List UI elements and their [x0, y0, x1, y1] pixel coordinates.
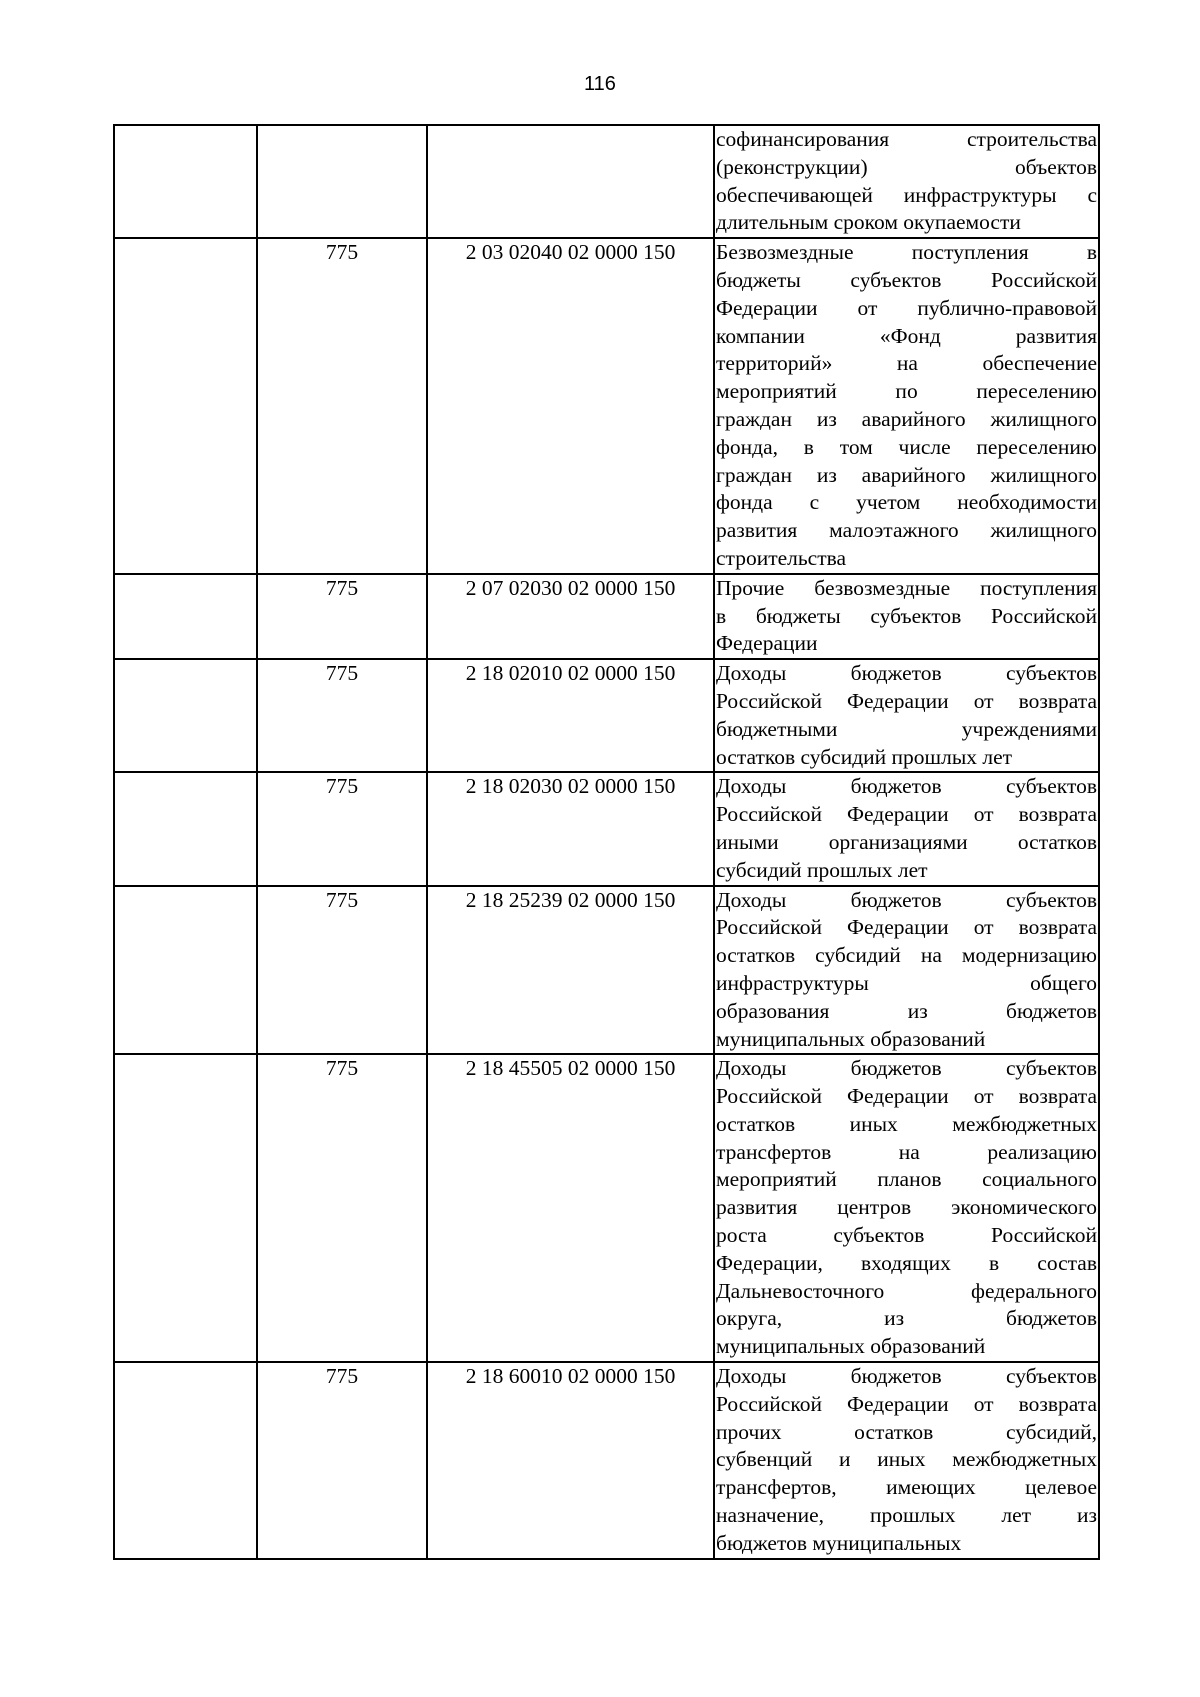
table-row	[114, 886, 1099, 1055]
revenue-name-line: граждан из аварийного жилищного	[716, 462, 1097, 487]
table-row	[114, 1362, 1099, 1559]
row-number-cell	[114, 772, 257, 885]
revenue-name-line: Доходы бюджетов субъектов	[716, 1364, 1097, 1389]
revenue-name-line: трансфертов на реализацию	[716, 1139, 1097, 1164]
row-number-cell	[114, 1362, 257, 1559]
table-row	[114, 125, 1099, 238]
revenue-name-cell	[714, 886, 1099, 1055]
revenue-name-line: бюджеты субъектов Российской	[716, 267, 1097, 292]
revenue-name-line: фонда с учетом необходимости	[716, 490, 1097, 515]
revenue-name-line: субсидий прошлых лет	[716, 857, 928, 882]
revenue-name-line: округа, из бюджетов	[716, 1306, 1097, 1331]
table-body	[114, 125, 1099, 1559]
revenue-name-cell	[714, 772, 1099, 885]
revenue-code-cell: 2 18 60010 02 0000 150	[427, 1362, 714, 1559]
revenue-name-line: Дальневосточного федерального	[716, 1278, 1097, 1303]
revenue-code-cell: 2 18 25239 02 0000 150	[427, 886, 714, 1055]
revenue-name-line: Доходы бюджетов субъектов	[716, 887, 1097, 912]
revenue-name-line: роста субъектов Российской	[716, 1223, 1097, 1248]
revenue-name-line: трансфертов, имеющих целевое	[716, 1475, 1097, 1500]
revenue-name-line: Российской Федерации от возврата	[716, 688, 1097, 713]
revenue-name-line: бюджетными учреждениями	[716, 716, 1097, 741]
table-row	[114, 574, 1099, 659]
revenue-code-cell: 2 03 02040 02 0000 150	[427, 238, 714, 574]
revenue-name-line: Российской Федерации от возврата	[716, 1084, 1097, 1109]
revenue-name-line: (реконструкции) объектов	[716, 154, 1097, 179]
revenue-name-line: Доходы бюджетов субъектов	[716, 1056, 1097, 1081]
revenue-name-cell	[714, 1054, 1099, 1362]
revenue-name-line: Российской Федерации от возврата	[716, 802, 1097, 827]
revenue-name-line: мероприятий по переселению	[716, 379, 1097, 404]
revenue-name-line: Прочие безвозмездные поступления	[716, 575, 1097, 600]
revenue-name-line: длительным сроком окупаемости	[716, 210, 1021, 235]
revenue-name-line: Федерации от публично-правовой	[716, 295, 1097, 320]
revenue-name-line: муниципальных образований	[716, 1026, 986, 1051]
row-number-cell	[114, 574, 257, 659]
administrator-code-cell: 775	[257, 772, 427, 885]
page-number: 116	[584, 73, 616, 95]
revenue-name-line: образования из бюджетов	[716, 998, 1097, 1023]
revenue-name-line: Федерации	[716, 631, 818, 656]
revenue-name-line: фонда, в том числе переселению	[716, 434, 1097, 459]
revenue-name-line: остатков субсидий прошлых лет	[716, 744, 1013, 769]
revenue-code-cell: 2 18 02010 02 0000 150	[427, 659, 714, 772]
table-row	[114, 1054, 1099, 1362]
revenue-name-line: Безвозмездные поступления в	[716, 240, 1097, 265]
revenue-name-line: Российской Федерации от возврата	[716, 915, 1097, 940]
row-number-cell	[114, 125, 257, 238]
revenue-name-line: субвенций и иных межбюджетных	[716, 1447, 1097, 1472]
revenue-name-line: софинансирования строительства	[716, 127, 1097, 151]
revenue-name-cell	[714, 574, 1099, 659]
revenue-name-cell	[714, 1362, 1099, 1559]
revenue-code-cell: 2 18 02030 02 0000 150	[427, 772, 714, 885]
revenue-name-line: обеспечивающей инфраструктуры с	[716, 182, 1097, 207]
administrator-code-cell: 775	[257, 659, 427, 772]
revenue-name-line: территорий» на обеспечение	[716, 351, 1097, 376]
table-row	[114, 238, 1099, 574]
row-number-cell	[114, 238, 257, 574]
revenue-name-line: прочих остатков субсидий,	[716, 1419, 1097, 1444]
revenue-name-line: в бюджеты субъектов Российской	[716, 603, 1097, 628]
revenue-name-line: назначение, прошлых лет из	[716, 1503, 1097, 1528]
row-number-cell	[114, 659, 257, 772]
revenue-name-line: остатков субсидий на модернизацию	[716, 943, 1097, 968]
revenue-name-line: остатков иных межбюджетных	[716, 1111, 1097, 1136]
revenue-name-cell	[714, 125, 1099, 238]
administrator-code-cell: 775	[257, 886, 427, 1055]
table-row	[114, 772, 1099, 885]
revenue-name-line: развития центров экономического	[716, 1195, 1097, 1220]
revenue-name-cell	[714, 238, 1099, 574]
revenue-name-line: граждан из аварийного жилищного	[716, 406, 1097, 431]
revenue-name-line: развития малоэтажного жилищного	[716, 518, 1097, 543]
revenue-name-line: компании «Фонд развития	[716, 323, 1097, 348]
row-number-cell	[114, 886, 257, 1055]
revenue-name-line: бюджетов муниципальных	[716, 1530, 962, 1555]
administrator-code-cell: 775	[257, 1362, 427, 1559]
administrator-code-cell: 775	[257, 1054, 427, 1362]
revenue-name-line: Российской Федерации от возврата	[716, 1391, 1097, 1416]
revenue-name-line: строительства	[716, 545, 847, 570]
revenue-name-line: мероприятий планов социального	[716, 1167, 1097, 1192]
administrator-code-cell: 775	[257, 238, 427, 574]
revenue-name-line: инфраструктуры общего	[716, 970, 1097, 995]
revenue-name-line: иными организациями остатков	[716, 829, 1097, 854]
revenue-name-line: Федерации, входящих в состав	[716, 1250, 1097, 1275]
revenue-name-line: Доходы бюджетов субъектов	[716, 774, 1097, 799]
revenue-code-cell	[427, 125, 714, 238]
revenue-code-cell: 2 07 02030 02 0000 150	[427, 574, 714, 659]
revenue-code-cell: 2 18 45505 02 0000 150	[427, 1054, 714, 1362]
row-number-cell	[114, 1054, 257, 1362]
budget-revenue-table	[113, 124, 1100, 1560]
revenue-name-line: муниципальных образований	[716, 1334, 986, 1359]
revenue-name-cell	[714, 659, 1099, 772]
table-row	[114, 659, 1099, 772]
revenue-name-line: Доходы бюджетов субъектов	[716, 661, 1097, 686]
administrator-code-cell: 775	[257, 574, 427, 659]
administrator-code-cell	[257, 125, 427, 238]
